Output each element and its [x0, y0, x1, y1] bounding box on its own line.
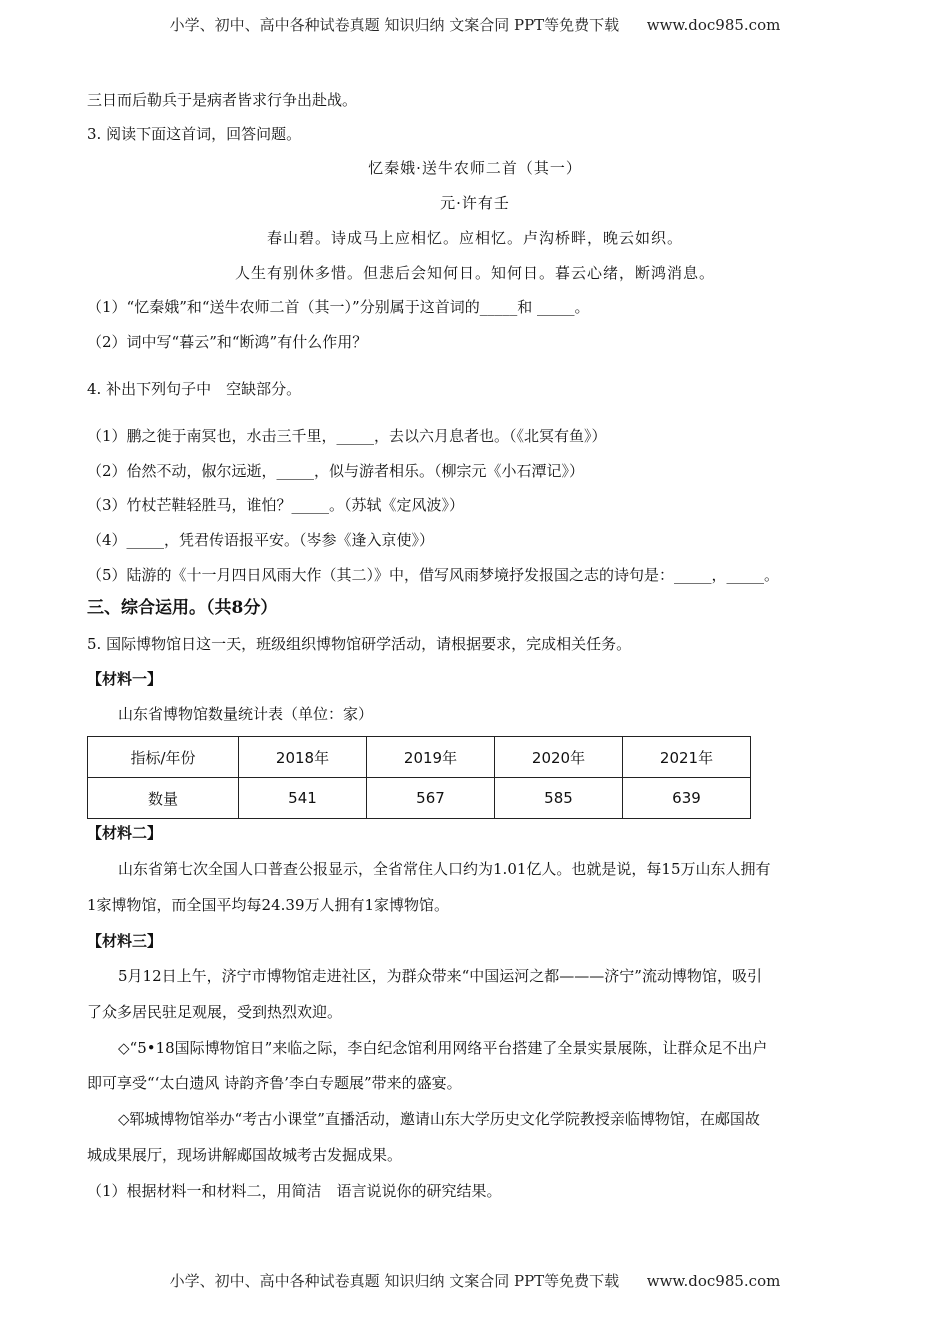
museum-count-table: [87, 736, 751, 819]
question-4-1: （1）鹏之徙于南冥也，水击三千里，_____，去以六月息者也。（《北冥有鱼》）: [87, 427, 607, 445]
question-3-1: （1）“忆秦娥”和“送牛农师二首（其一）”分别属于这首词的_____和 _____。: [87, 298, 590, 316]
question-4: 4. 补出下列句子中 空缺部分。: [87, 380, 302, 398]
question-5-1: （1）根据材料一和材料二，用简洁 语言说说你的研究结果。: [87, 1182, 502, 1200]
paragraph-line: 5月12日上午，济宁市博物馆走进社区，为群众带来“中国运河之都———济宁”流动博物馆，吸引: [118, 967, 762, 985]
section-title: 三、综合运用。（共8分）: [87, 598, 278, 618]
table-cell: 567: [367, 778, 495, 819]
poem-title: 忆秦娥·送牛农师二首（其一）: [368, 159, 582, 177]
material-1-label: 【材料一】: [87, 670, 163, 688]
poem-line: 人生有别休多惜。但悲后会知何日。知何日。暮云心绪，断鸿消息。: [234, 264, 715, 282]
table-header-cell: 2021年: [623, 737, 751, 778]
material-3-label: 【材料三】: [87, 932, 163, 950]
table-header-cell: 2019年: [367, 737, 495, 778]
table-row: [88, 778, 751, 819]
paragraph-line: ◇郓城博物馆举办“考古小课堂”直播活动，邀请山东大学历史文化学院教授亲临博物馆，在郕国故: [118, 1110, 760, 1128]
header-text: 小学、初中、高中各种试卷真题 知识归纳 文案合同 PPT等免费下载: [169, 16, 620, 34]
header-site: www.doc985.com: [646, 16, 781, 34]
question-4-2: （2）佁然不动，俶尔远逝，_____，似与游者相乐。（柳宗元《小石潭记》）: [87, 462, 585, 480]
question-4-4: （4）_____，凭君传语报平安。（岑参《逢入京使》）: [87, 531, 435, 549]
table-header-cell: 指标/年份: [88, 737, 239, 778]
table-header-row: [88, 737, 751, 778]
page-footer: [0, 1270, 950, 1291]
paragraph-line: 1家博物馆，而全国平均每24.39万人拥有1家博物馆。: [87, 896, 450, 914]
question-5: 5. 国际博物馆日这一天，班级组织博物馆研学活动，请根据要求，完成相关任务。: [87, 635, 632, 653]
question-4-3: （3）竹杖芒鞋轻胜马，谁怕？_____。（苏轼《定风波》）: [87, 496, 465, 514]
question-4-5: （5）陆游的《十一月四日风雨大作（其二）》中，借写风雨梦境抒发报国之志的诗句是：_____，_____。: [87, 566, 780, 584]
paragraph-line: 城成果展厅，现场讲解郕国故城考古发掘成果。: [87, 1146, 403, 1164]
question-3-2: （2）词中写“暮云”和“断鸿”有什么作用？: [87, 333, 368, 351]
question-3: 3. 阅读下面这首词，回答问题。: [87, 125, 302, 143]
paragraph-line: 即可享受“‘太白遗风 诗韵齐鲁’李白专题展”带来的盛宴。: [87, 1074, 462, 1092]
table-row-label: 数量: [88, 778, 239, 819]
text-line: 三日而后勒兵于是病者皆求行争出赴战。: [87, 91, 358, 109]
table-cell: 585: [495, 778, 623, 819]
paragraph-line: ◇“5•18国际博物馆日”来临之际，李白纪念馆利用网络平台搭建了全景实景展陈，让群众足不出户: [118, 1039, 768, 1057]
poem-line: 春山碧。诗成马上应相忆。应相忆。卢沟桥畔，晚云如织。: [266, 229, 683, 247]
material-2-label: 【材料二】: [87, 824, 163, 842]
table-cell: 541: [239, 778, 367, 819]
poem-author: 元·许有壬: [440, 194, 510, 212]
page-header: [0, 14, 950, 35]
paragraph-line: 了众多居民驻足观展，受到热烈欢迎。: [87, 1003, 343, 1021]
paragraph-line: 山东省第七次全国人口普查公报显示，全省常住人口约为1.01亿人。也就是说，每15万山东人拥有: [118, 860, 771, 878]
table-header-cell: 2018年: [239, 737, 367, 778]
footer-text: 小学、初中、高中各种试卷真题 知识归纳 文案合同 PPT等免费下载: [169, 1272, 620, 1290]
table-title: 山东省博物馆数量统计表（单位：家）: [118, 705, 374, 723]
table-cell: 639: [623, 778, 751, 819]
table-header-cell: 2020年: [495, 737, 623, 778]
footer-site: www.doc985.com: [646, 1272, 781, 1290]
